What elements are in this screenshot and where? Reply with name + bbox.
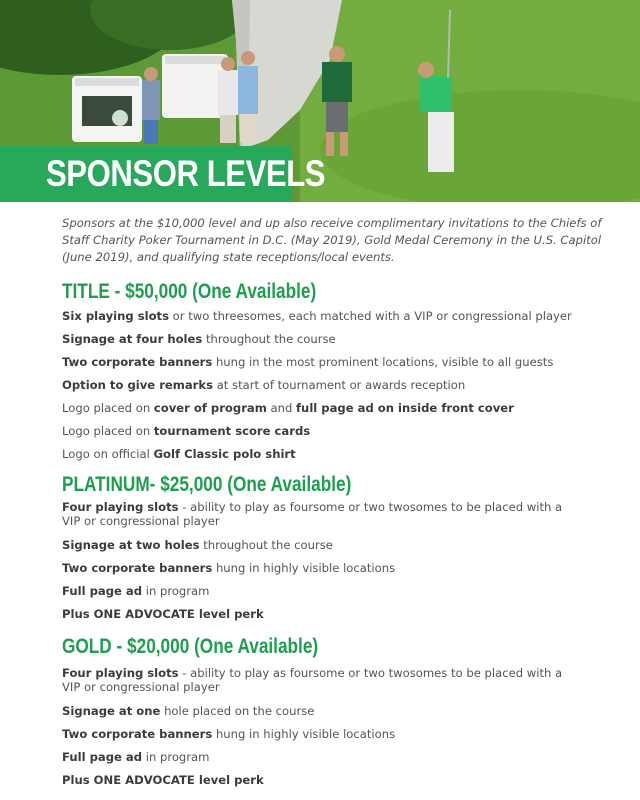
perk-item xyxy=(62,424,582,438)
perk-item xyxy=(62,704,582,718)
perk-item xyxy=(62,332,582,346)
perk-text: in program xyxy=(142,584,210,598)
heading-platinum-level: PLATINUM- $25,000 (One Available) xyxy=(62,473,352,496)
perk-text: hung in highly visible locations xyxy=(212,727,396,741)
golfer-standing xyxy=(322,62,352,102)
perk-bold: Two corporate banners xyxy=(62,727,213,741)
perk-bold: Two corporate banners xyxy=(62,355,213,369)
perk-text: Logo on official xyxy=(62,447,154,461)
perk-bold: cover of program xyxy=(153,401,267,415)
perk-text: Logo placed on xyxy=(62,424,154,438)
perk-text: hung in the most prominent locations, visible to all guests xyxy=(212,355,554,369)
perk-item xyxy=(62,561,582,575)
perk-text: at start of tournament or awards reception xyxy=(213,378,466,392)
sponsor-levels-banner xyxy=(0,146,326,202)
perk-bold: Two corporate banners xyxy=(62,561,213,575)
perk-bold: Option to give remarks xyxy=(62,378,214,392)
perk-bold: full page ad on inside front cover xyxy=(296,401,514,415)
perk-item xyxy=(62,309,582,323)
perk-text: hole placed on the course xyxy=(160,704,315,718)
perk-item xyxy=(62,447,582,461)
perk-item xyxy=(62,538,582,552)
perk-item xyxy=(62,727,582,741)
perk-bold: Signage at four holes xyxy=(62,332,203,346)
perk-text: and xyxy=(266,401,297,415)
perk-text: throughout the course xyxy=(199,538,333,552)
perk-text: Logo placed on xyxy=(62,401,154,415)
perk-item xyxy=(62,355,582,369)
perk-bold: tournament score cards xyxy=(153,424,311,438)
perk-text: or two threesomes, each matched with a VIP or congressional player xyxy=(168,309,572,323)
perk-item xyxy=(62,607,582,621)
perk-text: throughout the course xyxy=(202,332,336,346)
perk-bold: Plus ONE ADVOCATE level perk xyxy=(62,607,264,621)
perk-bold: Full page ad xyxy=(62,750,143,764)
intro-text: Sponsors at the $10,000 level and up also receive complimentary invitations to the Chiefs of Staff Charity Poker Tournament in D.C. (May 2019), Gold Medal Ceremony in the U.S. Capitol (June 2019), and qualifying state receptions/local events. xyxy=(62,216,602,264)
perk-bold: Plus ONE ADVOCATE level perk xyxy=(62,773,264,787)
perk-item xyxy=(62,584,582,598)
perk-item xyxy=(62,666,582,694)
perk-bold: Six playing slots xyxy=(62,309,169,323)
heading-gold-level: GOLD - $20,000 (One Available) xyxy=(62,635,319,658)
perk-item xyxy=(62,500,582,528)
page-title: SPONSOR LEVELS xyxy=(46,153,326,194)
perk-bold: Four playing slots xyxy=(62,666,179,680)
perk-bold: Signage at two holes xyxy=(62,538,200,552)
perk-text: in program xyxy=(142,750,210,764)
perk-item xyxy=(62,401,582,415)
perk-item xyxy=(62,750,582,764)
perk-item xyxy=(62,378,582,392)
perk-text: - ability to play as foursome or two twosomes to be placed with a VIP or congressional player xyxy=(62,666,563,694)
perk-bold: Signage at one xyxy=(62,704,161,718)
perk-bold: Golf Classic polo shirt xyxy=(153,447,296,461)
perk-item xyxy=(62,773,582,787)
heading-title-level: TITLE - $50,000 (One Available) xyxy=(62,280,317,303)
golfer-swinging xyxy=(420,76,452,112)
perk-bold: Full page ad xyxy=(62,584,143,598)
perk-text: hung in highly visible locations xyxy=(212,561,396,575)
perk-bold: Four playing slots xyxy=(62,500,179,514)
perk-text: - ability to play as foursome or two twosomes to be placed with a VIP or congressional player xyxy=(62,500,563,528)
